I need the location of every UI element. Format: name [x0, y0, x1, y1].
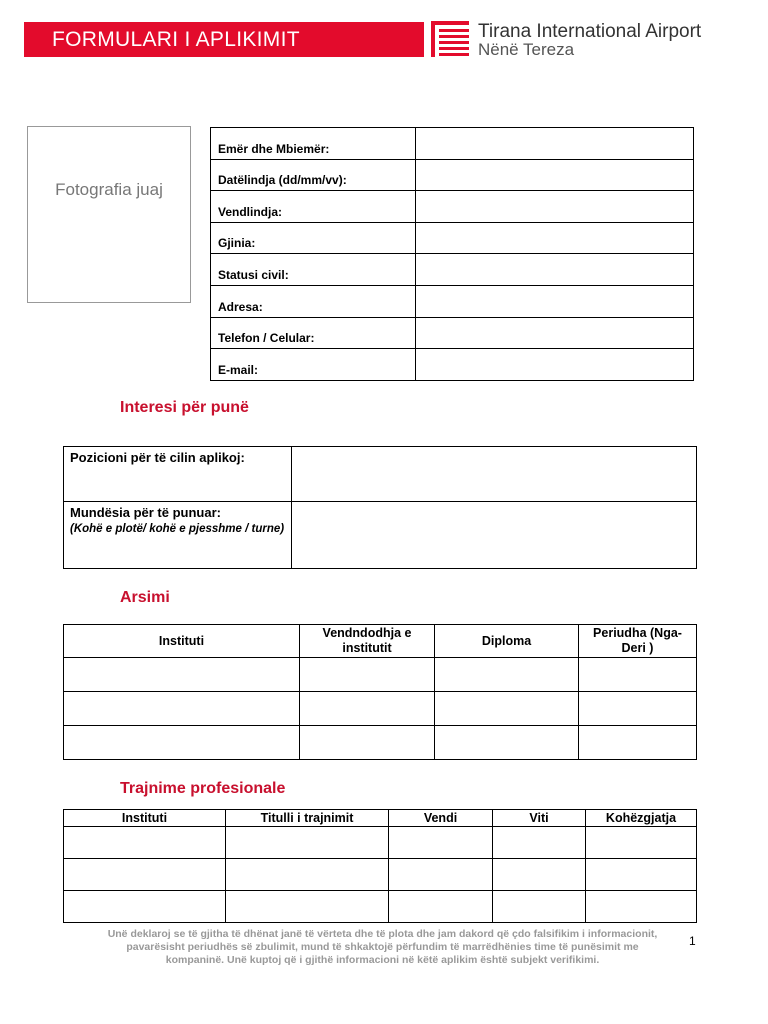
airport-logo-icon [431, 21, 469, 57]
column-header-period: Periudha (Nga-Deri ) [579, 625, 697, 658]
table-row [211, 159, 694, 191]
photo-placeholder[interactable] [27, 126, 191, 303]
table-cell[interactable] [579, 726, 697, 760]
column-header-institute: Instituti [64, 625, 300, 658]
table-row [64, 726, 697, 760]
table-cell[interactable] [300, 726, 435, 760]
field-label-name: Emër dhe Mbiemër: [211, 128, 416, 160]
table-row [211, 222, 694, 254]
table-row [211, 128, 694, 160]
table-cell[interactable] [586, 827, 697, 859]
table-row [211, 317, 694, 349]
table-row [211, 191, 694, 223]
position-label: Pozicioni për të cilin aplikoj: [64, 447, 292, 502]
gender-field[interactable] [416, 222, 694, 254]
header-bar [24, 22, 424, 57]
table-cell[interactable] [493, 859, 586, 891]
page-number: 1 [689, 934, 696, 948]
logo-subname: Nënë Tereza [478, 40, 575, 59]
declaration-footer: Unë deklaroj se të gjitha të dhënat janë të vërteta dhe të plota dhe jam dakord që çdo falsifikim i informacionit, pavarësisht periudhës së zbulimit, mund të shkaktojë përfundim të marrëdhënies time të punësimit me kompaninë. Unë kuptoj që i gjithë informacioni në këtë aplikim është subjekt verifikimi. [107, 928, 658, 966]
table-cell[interactable] [389, 859, 493, 891]
field-label-gender: Gjinia: [211, 222, 416, 254]
table-cell[interactable] [64, 891, 226, 923]
birthdate-field[interactable] [416, 159, 694, 191]
table-cell[interactable] [226, 859, 389, 891]
civil-status-field[interactable] [416, 254, 694, 286]
availability-label: Mundësia për të punuar: [70, 505, 221, 520]
table-cell[interactable] [226, 891, 389, 923]
table-row [64, 502, 697, 569]
table-row [64, 891, 697, 923]
table-row [64, 658, 697, 692]
column-header-year: Viti [493, 810, 586, 827]
table-row [211, 349, 694, 381]
table-row [211, 285, 694, 317]
field-label-civil-status: Statusi civil: [211, 254, 416, 286]
field-label-phone: Telefon / Celular: [211, 317, 416, 349]
field-label-birthplace: Vendlindja: [211, 191, 416, 223]
table-cell[interactable] [64, 692, 300, 726]
education-section-title: Arsimi [120, 589, 170, 606]
personal-info-table [210, 127, 694, 381]
birthplace-field[interactable] [416, 191, 694, 223]
availability-label-cell [64, 502, 292, 569]
airport-logo [431, 21, 751, 59]
photo-label: Fotografia juaj [55, 179, 163, 199]
column-header-duration: Kohëzgjatja [586, 810, 697, 827]
table-row [64, 692, 697, 726]
table-cell[interactable] [586, 891, 697, 923]
table-cell[interactable] [435, 726, 579, 760]
field-label-email: E-mail: [211, 349, 416, 381]
logo-name: Tirana International Airport [478, 21, 702, 42]
field-label-address: Adresa: [211, 285, 416, 317]
interest-section-title: Interesi për punë [120, 399, 249, 416]
column-header-institute: Instituti [64, 810, 226, 827]
availability-note: (Kohë e plotë/ kohë e pjesshme / turne) [70, 523, 285, 535]
table-cell[interactable] [586, 859, 697, 891]
table-header-row [64, 625, 697, 658]
column-header-location: Vendndodhja e institutit [300, 625, 435, 658]
table-cell[interactable] [226, 827, 389, 859]
table-row [211, 254, 694, 286]
training-table [63, 809, 697, 923]
table-cell[interactable] [435, 692, 579, 726]
availability-field[interactable] [292, 502, 697, 569]
table-row [64, 859, 697, 891]
position-field[interactable] [292, 447, 697, 502]
table-cell[interactable] [300, 692, 435, 726]
table-cell[interactable] [64, 827, 226, 859]
field-label-birthdate: Datëlindja (dd/mm/vv): [211, 159, 416, 191]
table-cell[interactable] [579, 658, 697, 692]
form-title: FORMULARI I APLIKIMIT [52, 27, 300, 51]
table-cell[interactable] [493, 827, 586, 859]
phone-field[interactable] [416, 317, 694, 349]
table-cell[interactable] [435, 658, 579, 692]
job-interest-table [63, 446, 697, 569]
table-row [64, 447, 697, 502]
address-field[interactable] [416, 285, 694, 317]
column-header-training-title: Titulli i trajnimit [226, 810, 389, 827]
column-header-place: Vendi [389, 810, 493, 827]
name-field[interactable] [416, 128, 694, 160]
table-cell[interactable] [389, 891, 493, 923]
education-table [63, 624, 697, 760]
column-header-diploma: Diploma [435, 625, 579, 658]
email-field[interactable] [416, 349, 694, 381]
table-cell[interactable] [389, 827, 493, 859]
table-row [64, 827, 697, 859]
table-cell[interactable] [64, 859, 226, 891]
table-cell[interactable] [300, 658, 435, 692]
table-cell[interactable] [64, 726, 300, 760]
table-cell[interactable] [579, 692, 697, 726]
table-cell[interactable] [64, 658, 300, 692]
table-cell[interactable] [493, 891, 586, 923]
training-section-title: Trajnime profesionale [120, 780, 286, 797]
table-header-row [64, 810, 697, 827]
